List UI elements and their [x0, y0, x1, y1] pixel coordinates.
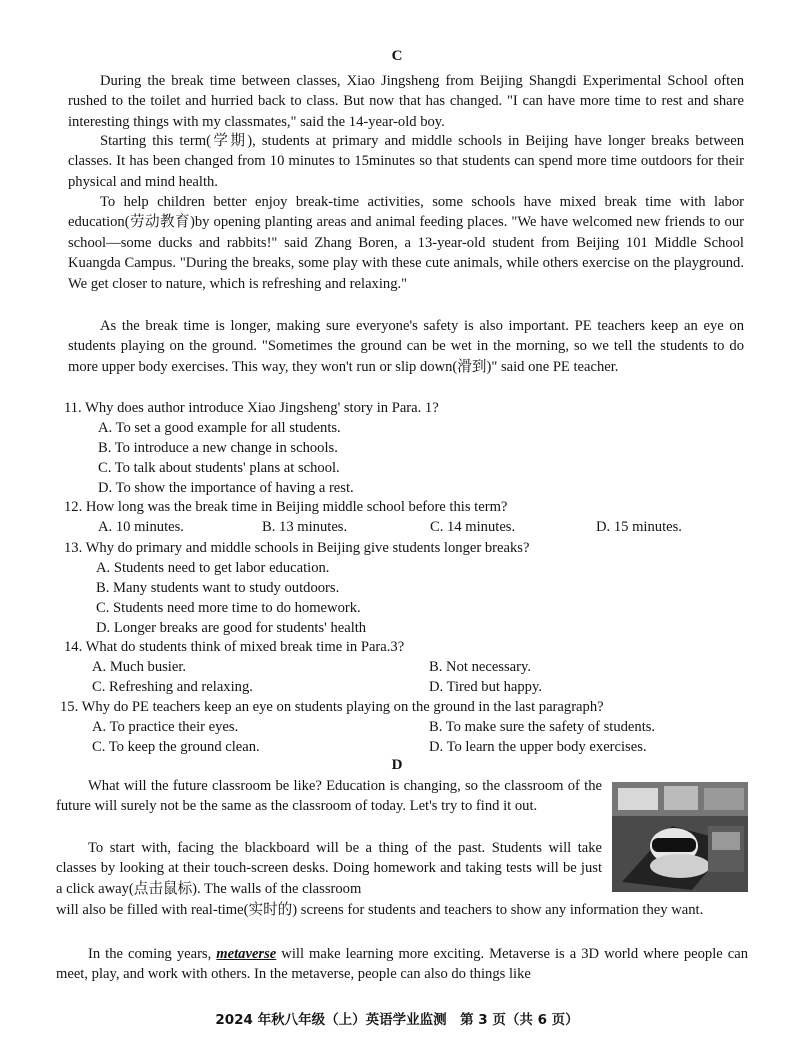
question-12-option-d: D. 15 minutes. — [596, 519, 682, 535]
section-c-paragraph-1: During the break time between classes, Xiao Jingsheng from Beijing Shangdi Experimental School often rushed to the toilet and hurried back to class. But now that has changed. "I can have more time to rest and share interesting things with my classmates," said the 14-year-old boy. — [68, 73, 744, 130]
question-12-stem: 12. How long was the break time in Beijing middle school before this term? — [64, 499, 508, 515]
question-13-stem: 13. Why do primary and middle schools in Beijing give students longer breaks? — [64, 540, 530, 556]
question-13-option-c: C. Students need more time to do homework. — [96, 600, 361, 616]
question-13-option-b: B. Many students want to study outdoors. — [96, 580, 340, 596]
metaverse-term: metaverse — [216, 946, 277, 962]
question-12-option-c: C. 14 minutes. — [430, 519, 516, 535]
question-11-option-a: A. To set a good example for all students. — [98, 420, 341, 436]
section-c-paragraph-4: As the break time is longer, making sure everyone's safety is also important. PE teachers keep an eye on students playing on the ground. "Sometimes the ground can be wet in the morning, so we tell the students to do more upper body exercises. This way, they won't run or slip down(滑到)" said one PE teacher. — [68, 318, 744, 375]
question-14-option-c: C. Refreshing and relaxing. — [92, 679, 253, 695]
paragraph-3-body-text: will make learning more exciting. Metaverse is a 3D world where people can meet, play, and work with others. In the metaverse, people can also do things like — [56, 946, 748, 983]
section-d-paragraph-1: What will the future classroom be like? Education is changing, so the classroom of the future will surely not be the same as the classroom of today. Let's try to find it out. — [56, 778, 602, 815]
section-c-title: C — [391, 48, 403, 64]
question-12-option-b: B. 13 minutes. — [262, 519, 348, 535]
question-11-option-d: D. To show the importance of having a rest. — [98, 480, 354, 496]
question-14-stem: 14. What do students think of mixed break time in Para.3? — [64, 639, 405, 655]
question-14-option-b: B. Not necessary. — [429, 659, 531, 675]
question-11-stem: 11. Why does author introduce Xiao Jingsheng' story in Para. 1? — [64, 400, 439, 416]
question-15-option-c: C. To keep the ground clean. — [92, 739, 260, 755]
question-15-option-d: D. To learn the upper body exercises. — [429, 739, 647, 755]
section-d-paragraph-3 — [56, 944, 748, 985]
paragraph-3-lead-text: In the coming years, — [88, 946, 217, 962]
future-classroom-photo — [612, 782, 748, 892]
page-footer: 2024 年秋八年级（上）英语学业监测 第 3 页（共 6 页） — [215, 1012, 579, 1028]
question-14-option-d: D. Tired but happy. — [429, 679, 542, 695]
question-15-stem: 15. Why do PE teachers keep an eye on students playing on the ground in the last paragraph? — [60, 699, 604, 715]
section-d-paragraph-2-start: To start with, facing the blackboard will be a thing of the past. Students will take classes by looking at their touch-screen desks. Doing homework and taking tests will be just a click away(点击鼠标). The walls of the classroom — [56, 840, 602, 897]
section-c-paragraph-2: Starting this term(学期), students at primary and middle schools in Beijing have longer breaks between classes. It has been changed from 10 minutes to 15minutes so that students can spend more time outdoors for their physical and mind health. — [68, 133, 744, 190]
question-12-option-a: A. 10 minutes. — [98, 519, 184, 535]
section-d-title: D — [391, 757, 403, 773]
question-11-option-c: C. To talk about students' plans at school. — [98, 460, 340, 476]
question-11-option-b: B. To introduce a new change in schools. — [98, 440, 338, 456]
section-c-paragraph-3: To help children better enjoy break-time activities, some schools have mixed break time with labor education(劳动教育)by opening planting areas and animal feeding places. "We have welcomed new friends to our school—some ducks and rabbits!" said Zhang Boren, a 13-year-old student from Beijing 101 Middle School Kuangda Campus. "During the breaks, some play with these cute animals, while others exercise on the playground. We get closer to nature, which is refreshing and relaxing." — [68, 194, 744, 292]
question-13-option-a: A. Students need to get labor education. — [96, 560, 330, 576]
question-15-option-a: A. To practice their eyes. — [92, 719, 239, 735]
section-d-paragraph-2-end: will also be filled with real-time(实时的) screens for students and teachers to show any information they want. — [56, 902, 704, 918]
question-15-option-b: B. To make sure the safety of students. — [429, 719, 656, 735]
question-14-option-a: A. Much busier. — [92, 659, 187, 675]
question-13-option-d: D. Longer breaks are good for students' health — [96, 620, 367, 636]
